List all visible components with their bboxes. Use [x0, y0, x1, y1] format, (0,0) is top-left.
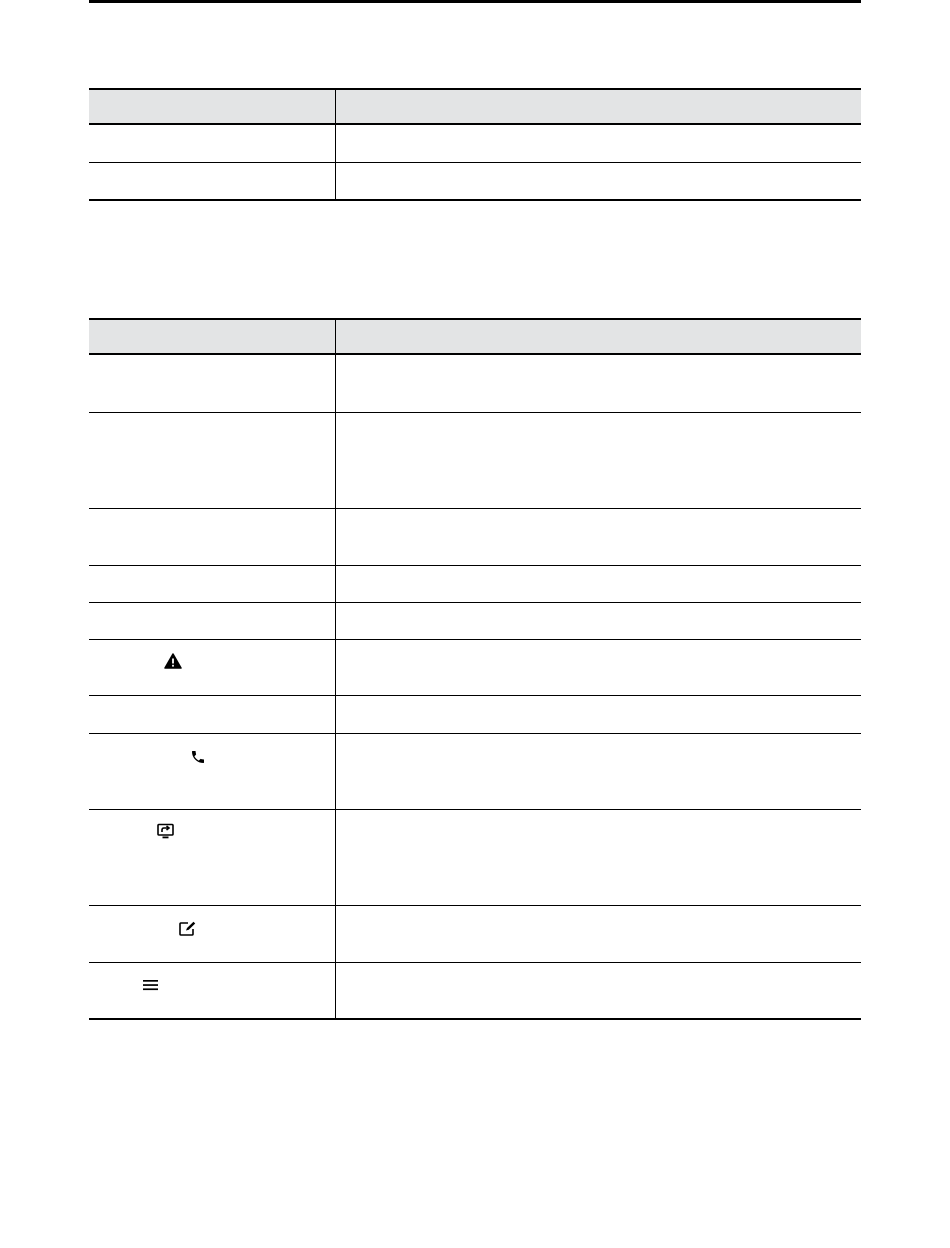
menu-icon	[143, 979, 158, 991]
table-cell	[89, 603, 336, 639]
table-cell	[89, 125, 336, 162]
table-cell	[336, 355, 861, 412]
table-row	[89, 355, 861, 413]
table-cell	[336, 509, 861, 565]
table-row	[89, 734, 861, 810]
table-cell	[89, 734, 336, 809]
table-cell	[89, 640, 336, 695]
table-header	[89, 318, 861, 355]
header-cell-1	[89, 90, 336, 123]
header-cell-1	[89, 320, 336, 353]
table-cell	[336, 640, 861, 695]
table-cell	[89, 355, 336, 412]
table-cell	[336, 810, 861, 905]
table-cell	[89, 906, 336, 962]
table-row	[89, 906, 861, 963]
table-row	[89, 696, 861, 734]
table-row	[89, 566, 861, 603]
table-cell	[336, 734, 861, 809]
table-row	[89, 640, 861, 696]
header-cell-2	[336, 320, 861, 353]
table-row	[89, 603, 861, 640]
table-2	[89, 318, 861, 1020]
table-row	[89, 810, 861, 906]
table-cell	[89, 696, 336, 733]
table-cell	[336, 413, 861, 508]
table-cell	[89, 163, 336, 199]
table-row	[89, 963, 861, 1020]
table-cell	[89, 963, 336, 1018]
table-row	[89, 413, 861, 509]
table-cell	[336, 163, 861, 199]
table-row	[89, 509, 861, 566]
phone-icon	[190, 749, 206, 765]
table-cell	[89, 566, 336, 602]
table-cell	[336, 963, 861, 1018]
table-cell	[89, 509, 336, 565]
table-cell	[89, 810, 336, 905]
table-cell	[336, 603, 861, 639]
table-cell	[336, 566, 861, 602]
table-cell	[336, 696, 861, 733]
table-header	[89, 88, 861, 125]
top-rule	[89, 0, 861, 3]
edit-note-icon	[179, 921, 196, 936]
header-cell-2	[336, 90, 861, 123]
table-1	[89, 88, 861, 201]
screen-share-icon	[157, 823, 174, 840]
warning-icon	[164, 653, 182, 669]
table-row	[89, 125, 861, 163]
table-cell	[336, 906, 861, 962]
table-row	[89, 163, 861, 201]
table-cell	[89, 413, 336, 508]
table-cell	[336, 125, 861, 162]
